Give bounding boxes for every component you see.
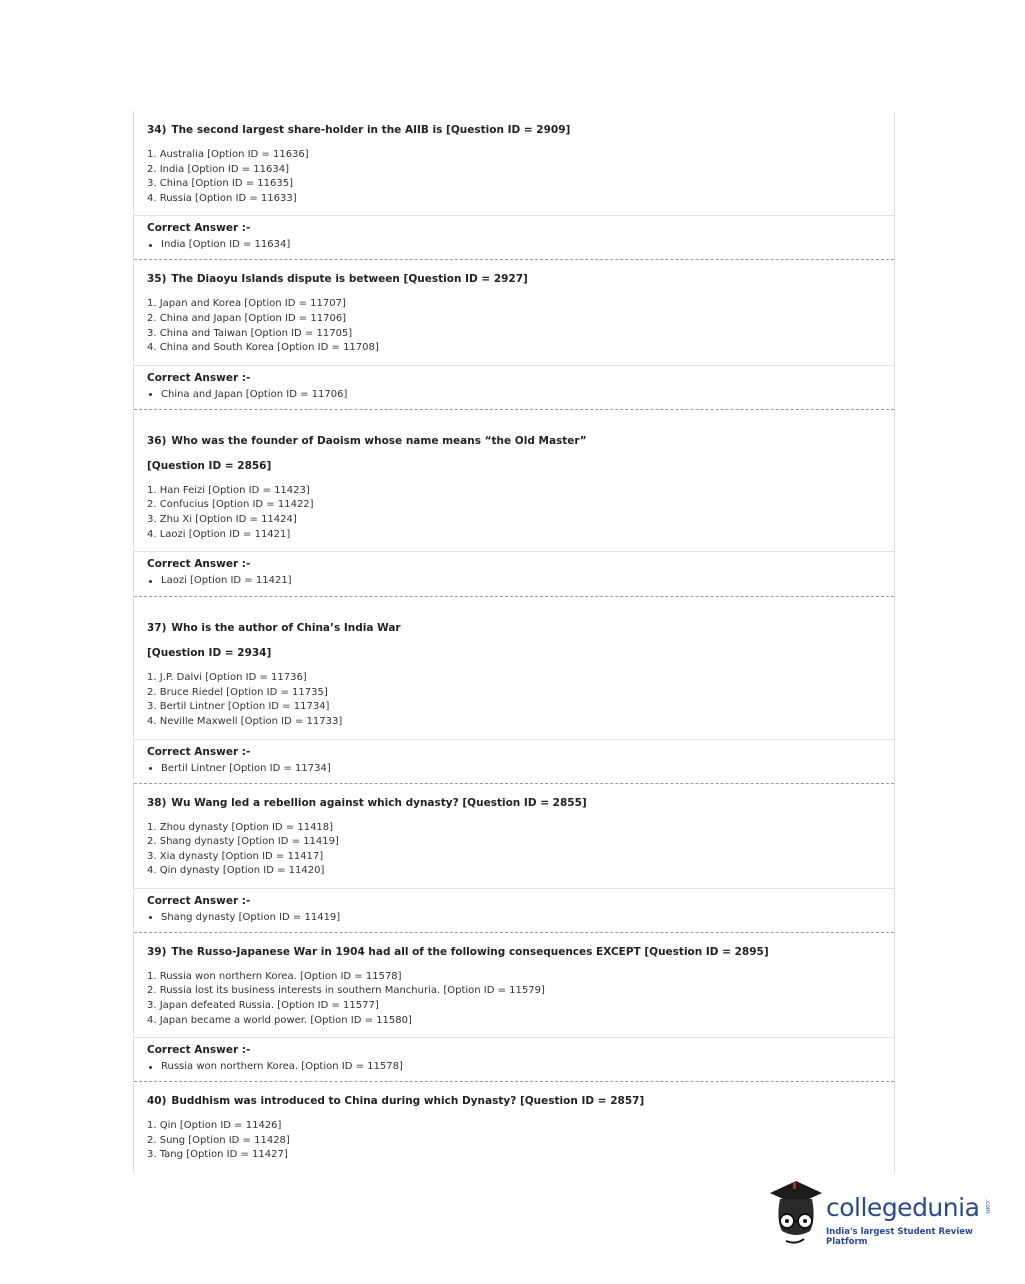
question-id: [Question ID = 2934]	[147, 647, 272, 660]
bullet-icon	[149, 1066, 152, 1069]
option: 4. Laozi [Option ID = 11421]	[147, 528, 291, 540]
option: 2. Bruce Riedel [Option ID = 11735]	[147, 686, 328, 698]
option: 1. Japan and Korea [Option ID = 11707]	[147, 298, 346, 310]
question-text: 37) Who is the author of China’s India War	[147, 622, 401, 635]
option: 4. Neville Maxwell [Option ID = 11733]	[147, 715, 343, 727]
option: 1. Han Feizi [Option ID = 11423]	[147, 484, 310, 496]
option: 3. China [Option ID = 11635]	[147, 178, 294, 190]
correct-answer: Russia won northern Korea. [Option ID = 11578]	[147, 1060, 894, 1074]
correct-answer: Shang dynasty [Option ID = 11419]	[147, 911, 894, 925]
option: 3. Japan defeated Russia. [Option ID = 11577]	[147, 1000, 379, 1012]
option: 2. China and Japan [Option ID = 11706]	[147, 312, 347, 324]
options-list	[147, 970, 894, 1028]
option: 1. Russia won northern Korea. [Option ID = 11578]	[147, 970, 402, 982]
question-37	[134, 597, 894, 783]
question-id: [Question ID = 2856]	[147, 459, 272, 472]
bullet-icon	[149, 580, 152, 583]
option: 3. Xia dynasty [Option ID = 11417]	[147, 850, 324, 862]
options-list	[147, 148, 894, 206]
correct-answer: India [Option ID = 11634]	[147, 238, 894, 252]
mascot-icon	[766, 1179, 826, 1249]
question-34	[134, 111, 894, 260]
options-list	[147, 671, 894, 729]
question-text: 34) The second largest share-holder in the AIIB is [Question ID = 2909]	[147, 124, 571, 136]
option: 4. China and South Korea [Option ID = 11708]	[147, 342, 379, 354]
question-40	[134, 1082, 894, 1163]
question-text: 39) The Russo-Japanese War in 1904 had all of the following consequences EXCEPT [Question ID = 2895]	[147, 945, 769, 958]
correct-answer: Bertil Lintner [Option ID = 11734]	[147, 762, 894, 776]
option: 2. Russia lost its business interests in southern Manchuria. [Option ID = 11579]	[147, 985, 545, 997]
option: 3. China and Taiwan [Option ID = 11705]	[147, 327, 353, 339]
bullet-icon	[149, 767, 152, 770]
correct-answer: Laozi [Option ID = 11421]	[147, 574, 894, 588]
option: 2. Sung [Option ID = 11428]	[147, 1134, 290, 1146]
option: 2. Shang dynasty [Option ID = 11419]	[147, 836, 339, 848]
option: 4. Qin dynasty [Option ID = 11420]	[147, 865, 325, 877]
bullet-icon	[149, 393, 152, 396]
option: 2. Confucius [Option ID = 11422]	[147, 499, 314, 511]
bullet-icon	[149, 916, 152, 919]
bullet-icon	[149, 244, 152, 247]
correct-answer-label: Correct Answer :-	[147, 222, 251, 235]
option: 1. Qin [Option ID = 11426]	[147, 1120, 282, 1132]
options-list	[147, 484, 894, 542]
correct-answer-label: Correct Answer :-	[147, 745, 251, 758]
option: 1. Australia [Option ID = 11636]	[147, 149, 309, 160]
correct-answer-label: Correct Answer :-	[147, 894, 251, 907]
logo-tagline: India's largest Student Review Platform	[826, 1227, 973, 1247]
question-36	[134, 410, 894, 597]
option: 4. Russia [Option ID = 11633]	[147, 192, 297, 204]
question-39	[134, 933, 894, 1082]
option: 1. J.P. Dalvi [Option ID = 11736]	[147, 672, 307, 684]
logo-wordmark: collegedunia	[826, 1193, 980, 1222]
correct-answer-label: Correct Answer :-	[147, 1044, 251, 1057]
option: 1. Zhou dynasty [Option ID = 11418]	[147, 821, 334, 833]
question-text: 40) Buddhism was introduced to China during which Dynasty? [Question ID = 2857]	[147, 1095, 645, 1108]
option: 2. India [Option ID = 11634]	[147, 163, 289, 175]
options-list	[147, 297, 894, 355]
options-list	[147, 1119, 894, 1163]
correct-answer-label: Correct Answer :-	[147, 558, 251, 571]
question-38	[134, 784, 894, 933]
option: 4. Japan became a world power. [Option ID = 11580]	[147, 1014, 412, 1026]
logo-dotcom: .com	[984, 1199, 991, 1214]
question-35	[134, 260, 894, 409]
question-text: 36) Who was the founder of Daoism whose name means “the Old Master”	[147, 434, 587, 447]
correct-answer: China and Japan [Option ID = 11706]	[147, 388, 894, 402]
collegedunia-logo[interactable]	[766, 1179, 996, 1249]
question-paper	[133, 111, 895, 1173]
options-list	[147, 821, 894, 879]
option: 3. Tang [Option ID = 11427]	[147, 1149, 288, 1161]
correct-answer-label: Correct Answer :-	[147, 371, 251, 384]
option: 3. Zhu Xi [Option ID = 11424]	[147, 513, 297, 525]
question-text: 38) Wu Wang led a rebellion against which dynasty? [Question ID = 2855]	[147, 796, 587, 809]
option: 3. Bertil Lintner [Option ID = 11734]	[147, 701, 330, 713]
question-text: 35) The Diaoyu Islands dispute is between [Question ID = 2927]	[147, 273, 528, 286]
